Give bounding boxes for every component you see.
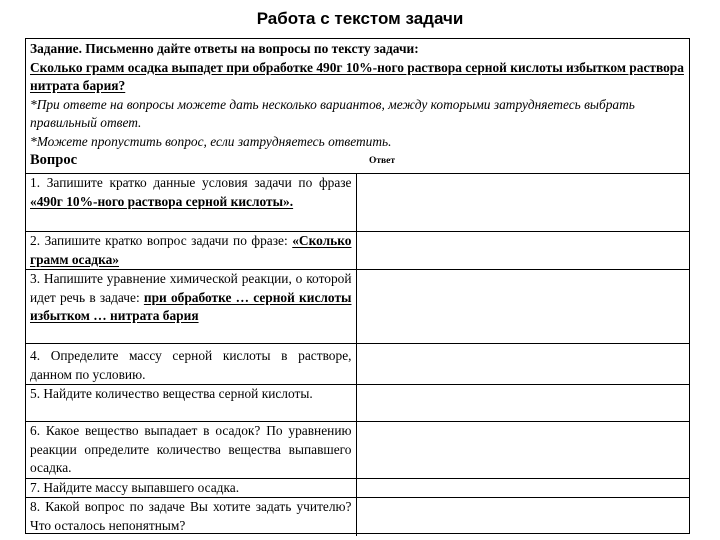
table-row [26,478,689,498]
table-row [26,385,689,422]
task-header [26,39,689,174]
answer-cell[interactable] [356,385,689,422]
note-multiple-answers: *При ответе на вопросы можете дать несколько вариантов, между которыми затрудняетесь выбрать правильный ответ. [30,96,635,130]
answer-cell[interactable] [356,478,689,498]
answer-cell[interactable] [356,174,689,232]
note-skip-question: *Можете пропустить вопрос, если затрудняетесь ответить. [30,133,392,149]
answer-cell[interactable] [356,344,689,385]
answer-cell[interactable] [356,422,689,479]
answer-cell[interactable] [356,498,689,536]
task-label: Задание. Письменно дайте ответы на вопросы по тексту задачи: [30,41,419,56]
question-cell: 2. Запишите кратко вопрос задачи по фразе: «Сколько грамм осадка» [26,232,356,270]
question-cell: 1. Запишите кратко данные условия задачи по фразе «490г 10%-ного раствора серной кислоты». [26,174,356,232]
table-row [26,232,689,270]
table-row [26,498,689,536]
question-cell: 8. Какой вопрос по задаче Вы хотите задать учителю? Что осталось непонятным? [26,498,356,536]
table-row [26,422,689,479]
question-cell: 4. Определите массу серной кислоты в растворе, данном по условию. [26,344,356,385]
task-problem-text: Сколько грамм осадка выпадет при обработке 490г 10%-ного раствора серной кислоты избытком раствора нитрата бария? [30,59,684,93]
question-cell: 6. Какое вещество выпадает в осадок? По уравнению реакции определите количество вещества выпавшего осадка. [26,422,356,479]
answer-cell[interactable] [356,270,689,344]
table-row [26,344,689,385]
question-column-header: Вопрос [30,152,78,168]
question-cell: 5. Найдите количество вещества серной кислоты. [26,385,356,422]
page-title: Работа с текстом задачи [256,9,464,28]
task-sheet [25,38,690,534]
table-row [26,174,689,232]
question-cell: 7. Найдите массу выпавшего осадка. [26,478,356,498]
answer-column-header: Ответ [369,156,396,166]
answer-cell[interactable] [356,232,689,270]
questions-table [26,173,689,536]
table-row [26,270,689,344]
question-cell: 3. Напишите уравнение химической реакции, о которой идет речь в задаче: при обработке … серной кислоты избытком … нитрата бария [26,270,356,344]
